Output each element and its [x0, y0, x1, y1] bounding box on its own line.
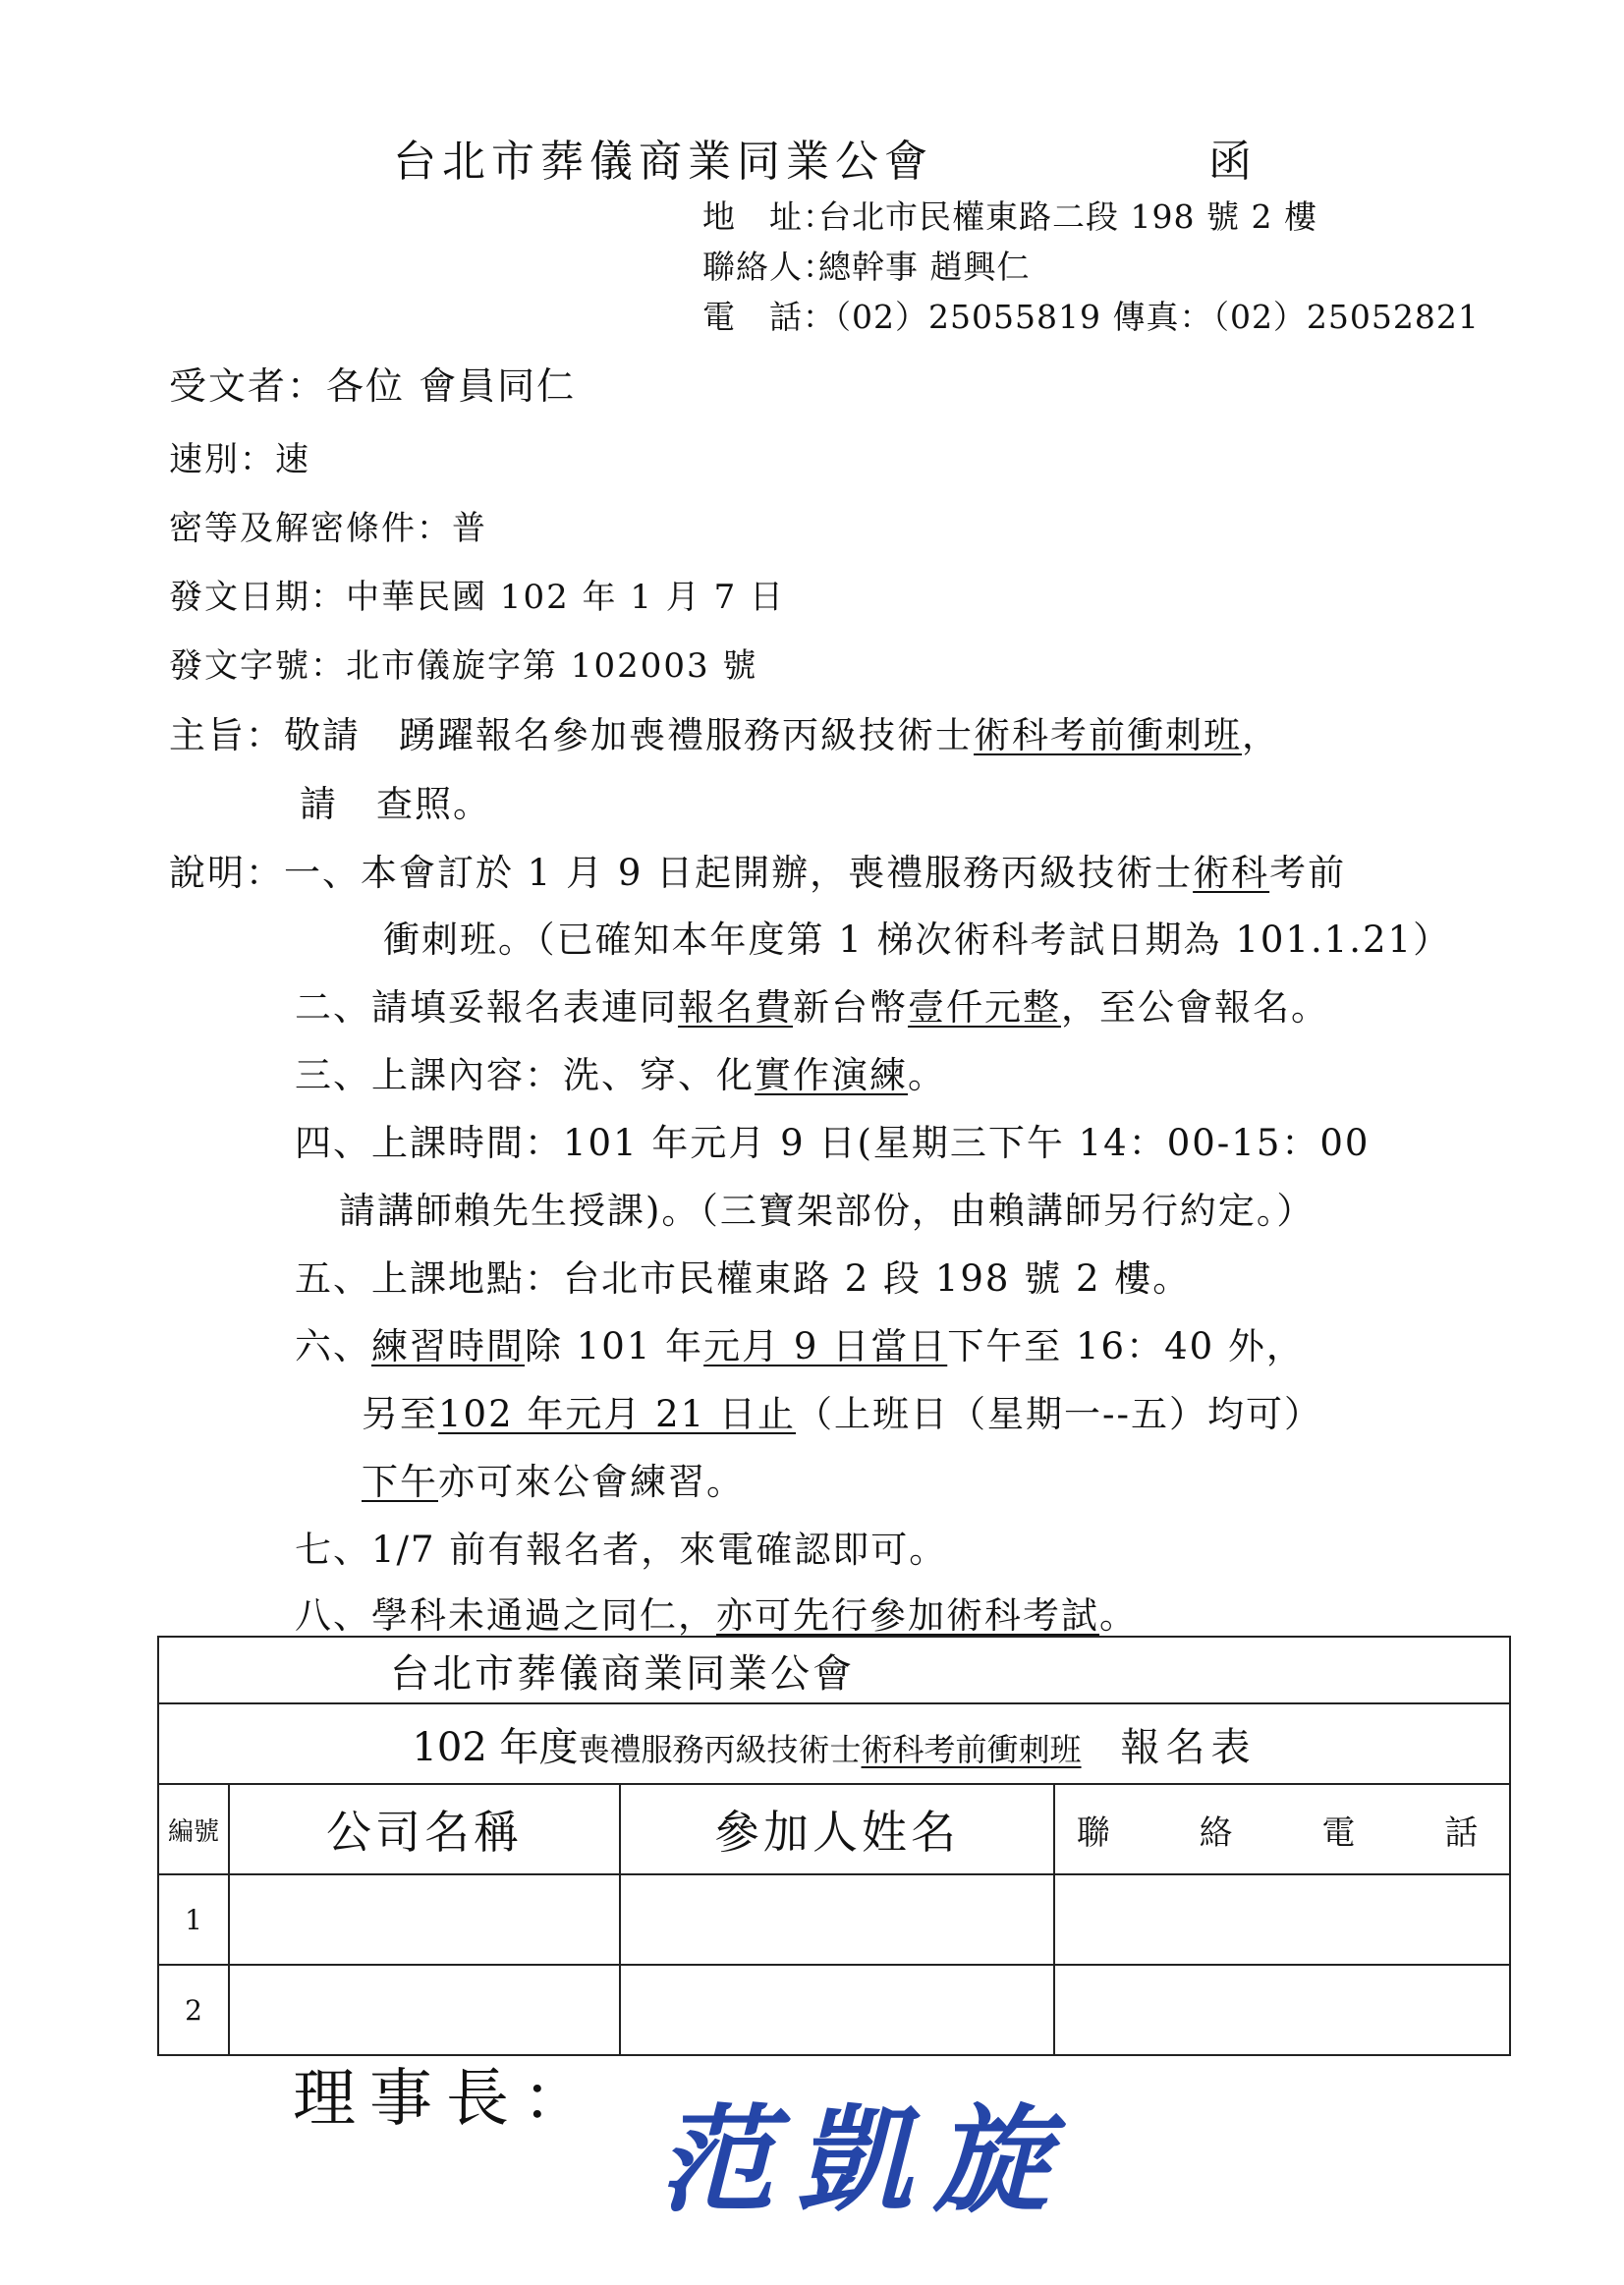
col-header-name: 參加人姓名	[620, 1784, 1054, 1874]
security-level: 密等及解密條件：普	[169, 509, 487, 548]
explain-item-7: 七、1/7 前有報名者，來電確認即可。	[295, 1529, 948, 1571]
name-cell[interactable]	[620, 1874, 1054, 1965]
explain-item-8: 八、學科未通過之同仁，亦可先行參加術科考試。	[295, 1594, 1138, 1637]
reference-number: 發文字號：北市儀旋字第 102003 號	[169, 646, 758, 686]
company-cell[interactable]	[229, 1874, 620, 1965]
registration-form	[157, 1636, 1511, 2056]
explain-item-5: 五、上課地點：台北市民權東路 2 段 198 號 2 樓。	[295, 1257, 1192, 1300]
chairman-label: 理事長：	[293, 2063, 599, 2136]
doc-type: 函	[1208, 137, 1258, 187]
form-org: 台北市葬儀商業同業公會	[158, 1637, 1510, 1703]
phone-cell[interactable]	[1054, 1874, 1510, 1965]
address-line: 地 址：台北市民權東路二段 198 號 2 樓	[702, 197, 1317, 236]
phone-cell[interactable]	[1054, 1965, 1510, 2055]
speed: 速別：速	[169, 440, 310, 479]
explain-item-1: 說明：一、本會訂於 1 月 9 日起開辦，喪禮服務丙級技術士術科考前	[169, 852, 1347, 894]
table-row	[158, 1874, 1510, 1965]
recipient: 受文者：各位 會員同仁	[169, 364, 577, 408]
explain-item-6-cont2: 下午亦可來公會練習。	[362, 1461, 745, 1503]
row-number: 1	[158, 1874, 229, 1965]
company-cell[interactable]	[229, 1965, 620, 2055]
contact-block	[702, 192, 1480, 342]
col-header-number: 編號	[158, 1784, 229, 1874]
explain-item-6-cont: 另至102 年元月 21 日止（上班日（星期一--五）均可）	[362, 1393, 1323, 1435]
chairman-signature-stamp	[648, 2090, 1100, 2228]
explain-item-6: 六、練習時間除 101 年元月 9 日當日下午至 16：40 外，	[295, 1325, 1305, 1367]
explain-item-1-cont: 衝刺班。（已確知本年度第 1 梯次術科考試日期為 101.1.21）	[383, 919, 1452, 961]
explain-item-4: 四、上課時間：101 年元月 9 日(星期三下午 14：00-15：00	[295, 1122, 1371, 1164]
issue-date: 發文日期：中華民國 102 年 1 月 7 日	[169, 578, 786, 617]
phone-line: 電 話：（02）25055819 傳真：（02）25052821	[702, 298, 1480, 336]
signature-text: 范凱旋	[658, 2091, 1072, 2228]
table-row	[158, 1965, 1510, 2055]
subject-line-1: 主旨：敬請 踴躍報名參加喪禮服務丙級技術士術科考前衝刺班，	[169, 714, 1280, 756]
col-header-phone: 聯 絡 電 話	[1054, 1784, 1510, 1874]
col-header-company: 公司名稱	[229, 1784, 620, 1874]
explain-item-2: 二、請填妥報名表連同報名費新台幣壹仟元整，至公會報名。	[295, 986, 1329, 1029]
form-title: 102 年度喪禮服務丙級技術士術科考前衝刺班 報名表	[158, 1703, 1510, 1784]
subject-line-2: 請 查照。	[300, 783, 491, 825]
name-cell[interactable]	[620, 1965, 1054, 2055]
letterhead-title	[393, 126, 1258, 189]
row-number: 2	[158, 1965, 229, 2055]
explain-item-4-cont: 請講師賴先生授課)。（三寶架部份，由賴講師另行約定。）	[339, 1190, 1316, 1232]
contact-line: 聯絡人：總幹事 趙興仁	[702, 248, 1031, 286]
org-title: 台北市葬儀商業同業公會	[393, 137, 933, 187]
explain-item-3: 三、上課內容：洗、穿、化實作演練。	[295, 1054, 946, 1096]
